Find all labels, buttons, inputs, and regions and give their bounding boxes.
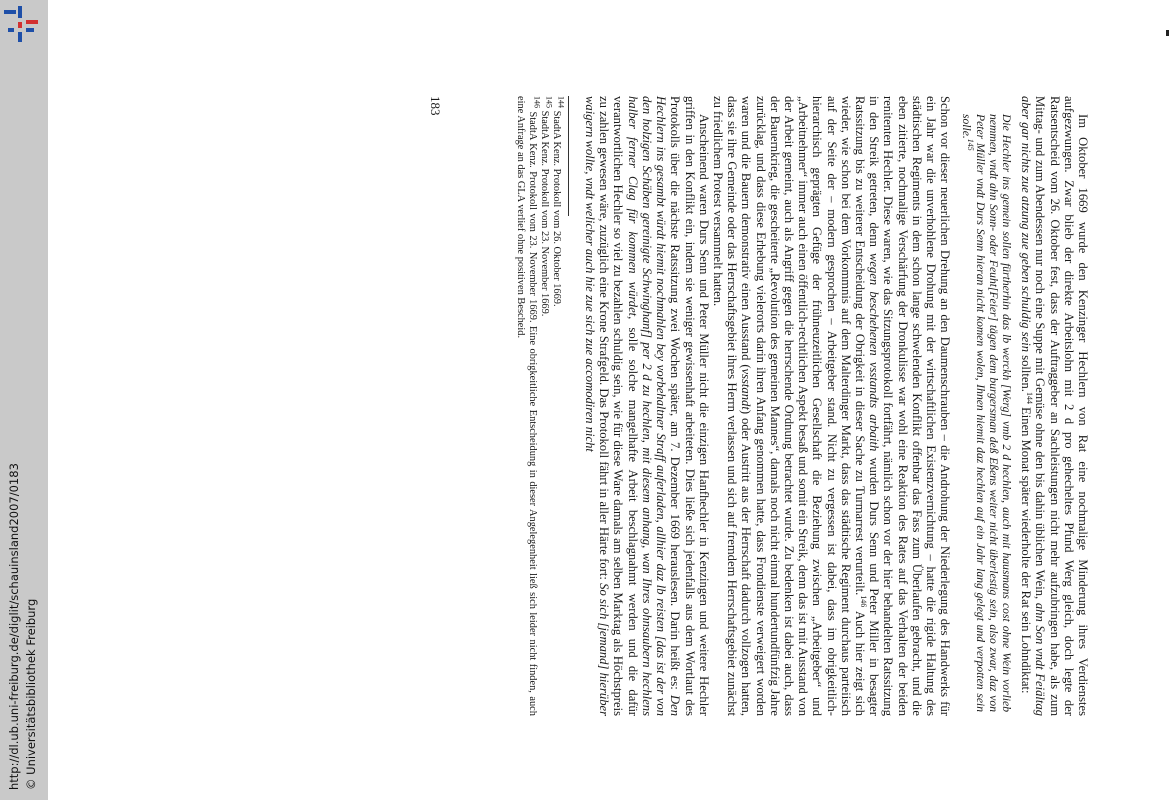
paragraph-2 [711, 96, 952, 716]
italic-term: vsstandt [739, 368, 754, 410]
viewer-sidebar [0, 0, 48, 800]
paragraph-3 [583, 96, 711, 716]
footnote-divider [568, 96, 569, 216]
paragraph-1 [1019, 96, 1090, 716]
footnote-text: StadtA Kenz. Protokoll vom 23. November 1669. [538, 110, 550, 317]
page-number: 183 [428, 96, 443, 116]
text: wurden Durs Senn und Peter Miller in besagter Ratssitzung bis zu weiterer Entscheidung der Obrigkeit in dieser Sache zu Turmarrest verurteilt. [852, 96, 882, 716]
footnote-number: 145 [544, 96, 554, 108]
url-text: http://dl.ub.uni-freiburg.de/diglit/schauinsland2007/0183 [7, 463, 21, 790]
italic-quote: ahn Son vndt Feiältag aber gar nichts zue atzung zue geben schuldig sein [1019, 96, 1048, 716]
footnote-146 [514, 96, 542, 716]
italic-quote: wegen beschehenen vsstandts arbaith [867, 253, 882, 452]
document-page [210, 96, 1090, 716]
viewer-url-label [6, 0, 42, 800]
text: Auch hier zeigt sich wieder, wie schon bei dem Vorkommnis auf dem Malterdinger Markt, dass das städtische Regiment durchaus parteiisch auf der Seite der – modern gesprochen – Arbeitgeber stand. Nicht zu vergessen ist dabei, dass im obrigkeitlich-hierarchisch geprägten Gefüge der frühneuzeitlichen Gesellschaft die Beziehung zwischen „Arbeitgeber“ und „Arbeitnehmer“ immer auch einen öffentlich-rechtlichen Aspekt besaß und somit ein Streik, denn das ist mit Ausstand von der Arbeit gemeint, auch als Angriff gegen die herrschende Ordnung betrachtet wurde. Zu bedenken ist dabei auch, dass der Bauernkrieg, die gescheiterte „Revolution des gemeinen Mannes“, damals noch nicht einmal hundertundfünfzig Jahre zurücklag, und dass diese Erhebung vielerorts darin ihren Anfang genommen hatte, dass Frondienste verweigert worden waren und die Bauern demonstrativ einen Ausstand ( [739, 96, 867, 716]
footnote-145 [538, 96, 554, 716]
footnote-number: 144 [556, 96, 566, 108]
text: Einen Monat später wiederholte der Rat sein Lohndiktat: [1019, 403, 1034, 694]
quote-text: Die Hechler ins gemein sollen fürtherhin das lb werckh [Werg] vmb 2 d hechlen, auch mit hausmans cost ohne Wein vorlieb nemmen, vndt ahn Sonn- oder Feuht[Feier] tägen dem burgersman deß Eßens weiter nicht überlestig sein, also zwar, daz von Peter Müller vndt Durs Senn hieran nicht komen wolen, Ihnen hiemit daz hechlen auf ein Jahr lang gelegt und verpotten sein solle. [960, 114, 1013, 712]
footnote-text: StadtA Kenz. Protokoll vom 26. Oktober 1669. [550, 110, 562, 307]
footnote-ref: 145 [966, 138, 976, 151]
text: Schon vor dieser neuerlichen Drehung an den Daumenschrauben – die Androhung der Niederlegung des Handwerks für ein Jahr war die unverhohlene Drohung mit der wirtschaftlichen Existenzvernichtung – hatte die rigide Haltung des städtischen Regiments in dem schon lange schwelenden Konflikt offenbar das Fass zum Überlaufen gebracht, und die eben zitierte, nochmalige Verschärfung der Dronkulisse war wohl eine Reaktion des Rates auf das Verhalten der beiden renitenten Hechler. Diese waren, wie das Sitzungsprotokoll fortfährt, nämlich schon vor der hier behandelten Ratssitzung in den Streik getreten, denn [867, 96, 953, 716]
footnote-ref: 144 [1025, 391, 1035, 404]
copyright-text: © Universitätsbibliothek Freiburg [24, 598, 38, 790]
footnote-144 [550, 96, 566, 716]
text: sollten. [1019, 352, 1034, 392]
text: ) oder Austritt aus der Herrschaft dadurch vollzogen hatten, dass sie ihre Gemeinde oder das Herrschaftsgebiet ihres Herrn verlassen und sich auf fremdem Herrschaftsgebiet zunächst zu friedlichem Protest versammelt hatten. [710, 96, 754, 716]
block-quote [960, 96, 1013, 716]
italic-quote: So sich [jemand] hierüber waigern wollte, vndt welicher auch hie zue sich zue accomodiren nicht [583, 96, 612, 716]
text: solle solche mangelhafte Arbeit beschlagnahmt werden und die dafür verantwortlichen Hechler so viel zu bezahlen schuldig sein, wie für diese Ware damals am selben Marktag als Höchstpreis zu zahlen gewesen wäre, zuzüglich eine Krone Strafgeld. Das Protokoll fährt in aller Härte fort: [597, 96, 640, 716]
footnote-ref: 146 [859, 595, 869, 608]
text: Anscheinend waren Durs Senn und Peter Müller nicht die einzigen Hanfhechler in Kenzingen und weitere Hechler griffen in den Konflikt ein, indem sie weniger gewissenhaft arbeiteten. Dies ließe sich jedenfalls aus dem Wortlaut des Protokolls über die nächste Ratssitzung zwei Wochen später, am 7. Dezember 1669 herauslesen. Darin heißt es: [668, 96, 711, 716]
edge-mark [1166, 30, 1169, 36]
italic-quote: Den Hechlern ins gesambt würdt hiemit nochmahlen bey vorbehaltner Straff auferladen, allhier daz lb reisten [das ist der von den holzigen Schäben gereinigte Schwinghanf] per 2 d zu hechlen, mit diesem anhang, wan Ihres ohnsaubern hechlens halber ferner Clag für kommen würdet, [625, 96, 683, 716]
text: Im Oktober 1669 wurde den Kenzinger Hechlern von Rat eine nochmalige Minderung ihres Verdienstes aufgezwungen. Zwar blieb der direkte Arbeitslohn mit 2 d pro gehecheltes Pfund Werg gleich, doch legte der Ratsentscheid vom 26. Oktober fest, dass der Auftraggeber an Sachleistungen nicht mehr aufzubringen habe, als zum Mittag- und zum Abendessen nur noch eine Suppe mit Gemüse ohne den bis dahin üblichen Wein, [1033, 96, 1090, 716]
footnote-number: 146 [532, 96, 542, 108]
footnote-text: StadtA Kenz. Protokoll vom 23. November 1669. Eine obrigkeitliche Entscheidung in dieser Angelegenheit ließ sich leider nicht finden, auch eine Anfrage an das GLA verlief ohne positiven Bescheid. [514, 96, 538, 716]
